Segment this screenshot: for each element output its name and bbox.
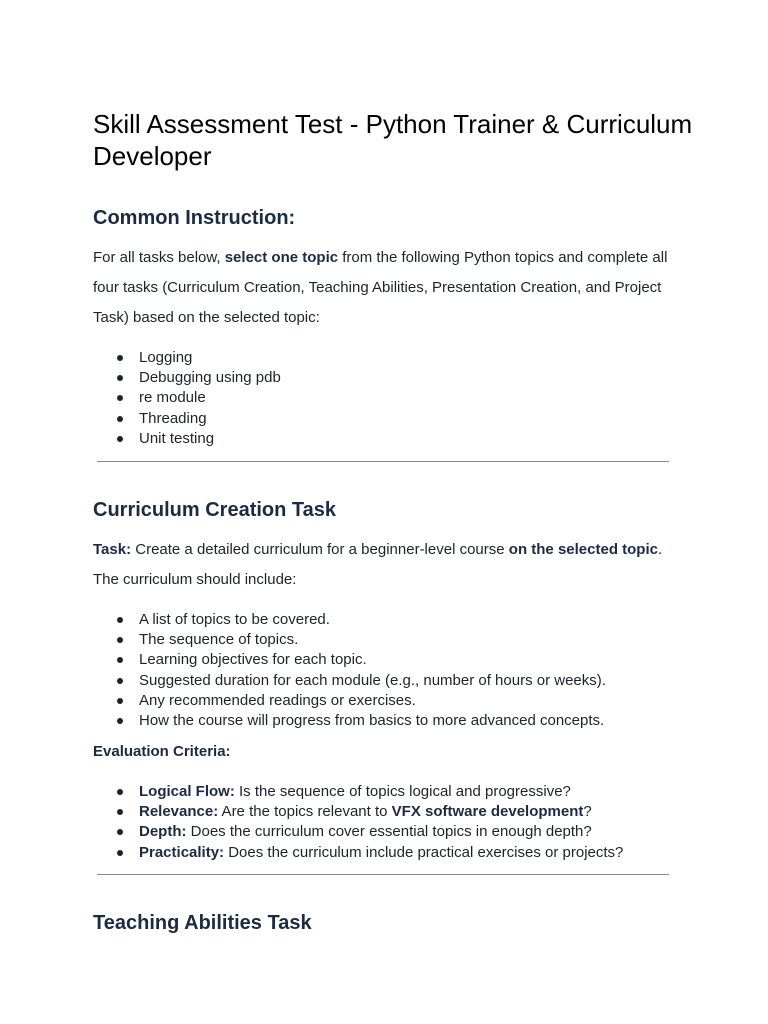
curriculum-include-text: The curriculum should include: (93, 571, 297, 588)
evaluation-criteria-heading (93, 742, 683, 762)
criterion-label: Depth: (139, 823, 187, 841)
teaching-abilities-heading: Teaching Abilities Task (93, 912, 312, 934)
list-item: How the course will progress from basics to more advanced concepts. (93, 711, 693, 731)
topic-list (93, 348, 693, 449)
list-item: The sequence of topics. (93, 630, 693, 650)
evaluation-criteria-label: Evaluation Criteria: (93, 743, 231, 760)
curriculum-creation-heading: Curriculum Creation Task (93, 499, 337, 521)
criterion-text: Are the topics relevant to (218, 803, 392, 821)
list-item: Learning objectives for each topic. (93, 650, 693, 670)
criterion-bold-text: VFX software development (391, 803, 584, 821)
intro-text-start: For all tasks below, (93, 249, 225, 266)
criterion-text-end: ? (583, 803, 592, 821)
criterion-text: Is the sequence of topics logical and progressive? (234, 783, 571, 800)
list-item (93, 782, 693, 802)
criterion-text: Does the curriculum cover essential topics in enough depth? (186, 823, 592, 841)
list-item: Unit testing (93, 429, 693, 449)
criterion-label: Logical Flow: (139, 783, 235, 800)
list-item: Logging (93, 348, 693, 368)
evaluation-criteria-list (93, 782, 693, 863)
list-item: Suggested duration for each module (e.g., number of hours or weeks). (93, 671, 693, 691)
common-instruction-paragraph (93, 243, 683, 333)
section-divider (97, 874, 669, 875)
task-text-start: Create a detailed curriculum for a beginner-level course (131, 541, 509, 558)
intro-text-bold: select one topic (224, 249, 339, 266)
list-item (93, 802, 693, 822)
task-label: Task: (93, 541, 132, 558)
curriculum-include-list (93, 610, 693, 731)
curriculum-task-paragraph (93, 535, 683, 595)
task-text-bold: on the selected topic (508, 541, 658, 558)
criterion-text: Does the curriculum include practical exercises or projects? (224, 843, 624, 861)
list-item: A list of topics to be covered. (93, 610, 693, 630)
common-instruction-heading: Common Instruction: (93, 207, 296, 229)
list-item: Threading (93, 409, 693, 429)
criterion-label: Practicality: (139, 843, 225, 861)
list-item (93, 822, 693, 842)
section-divider (97, 461, 669, 462)
list-item: re module (93, 388, 693, 408)
task-text-end: . (657, 541, 663, 558)
document-title: Skill Assessment Test - Python Trainer & Curriculum Developer (93, 109, 693, 171)
criterion-label: Relevance: (139, 803, 219, 821)
intro-text-end: from the following Python topics and complete all four tasks (Curriculum Creation, Teaching Abilities, Presentation Creation, and Project Task) based on the selected topic: (93, 249, 668, 326)
list-item: Debugging using pdb (93, 368, 693, 388)
list-item: Any recommended readings or exercises. (93, 691, 693, 711)
list-item (93, 843, 693, 863)
